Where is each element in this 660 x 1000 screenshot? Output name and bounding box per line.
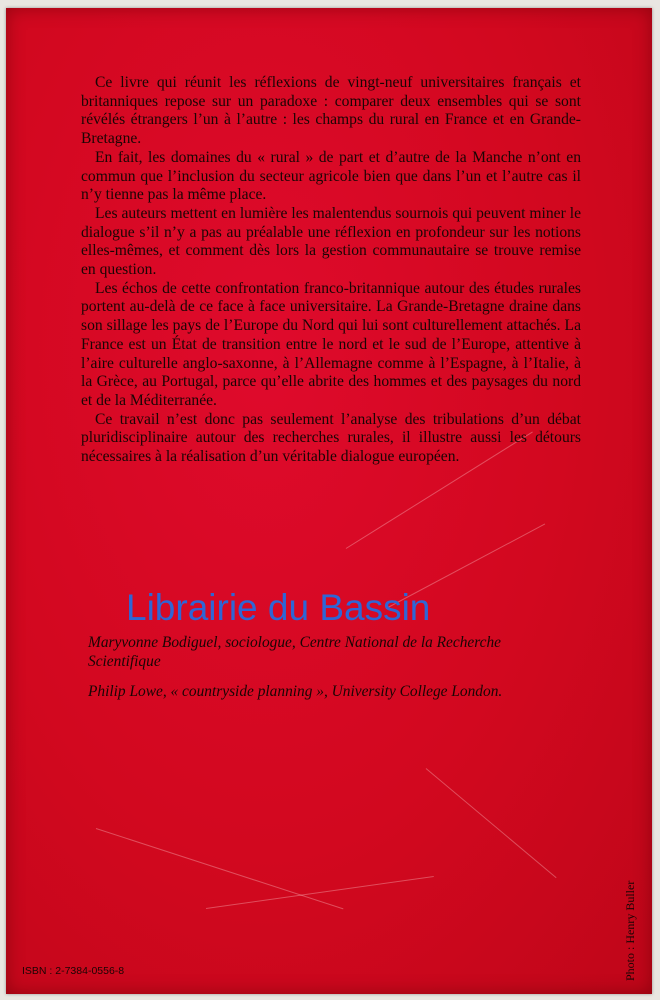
blurb-paragraph: Les auteurs mettent en lumière les malentendus sournois qui peuvent miner le dialogue s’il n’y a pas au préalable une réflexion en profondeur sur les notions elles-mêmes, et comment dès lors la gestion communautaire se trouve remise en question. — [81, 204, 581, 279]
cover-scratch — [96, 828, 344, 909]
bookstore-watermark: Librairie du Bassin — [126, 587, 431, 628]
blurb-paragraph: Ce travail n’est donc pas seulement l’analyse des tribulations d’un débat pluridisciplinaire autour des recherches rurales, il illustre aussi les détours nécessaires à la réalisation d’un véritable dialogue européen. — [81, 410, 581, 466]
book-back-cover — [6, 8, 652, 994]
isbn-label: ISBN : 2-7384-0556-8 — [22, 965, 125, 977]
blurb-paragraph: En fait, les domaines du « rural » de part et d’autre de la Manche n’ont en commun que l’inclusion du secteur agricole bien que dans l’un et l’autre cas il n’y tienne pas la même place. — [81, 148, 581, 204]
photo-credit: Photo : Henry Buller — [623, 880, 637, 981]
author-credit-lowe: Philip Lowe, « countryside planning », University College London. — [88, 683, 503, 700]
blurb-paragraph: Les échos de cette confrontation franco-britannique autour des études rurales portent au-delà de ce face à face universitaire. La Grande-Bretagne draine dans son sillage les pays de l’Europe du Nord qui lui sont culturellement attachés. La France est un État de transition entre le nord et le sud de l’Europe, attentive à l’aire culturelle anglo-saxonne, à l’Allemagne comme à l’Espagne, à l’Italie, à la Grèce, au Portugal, parce qu’elle abrite des hommes et des paysages du nord et de la Méditerranée. — [81, 279, 581, 409]
blurb-paragraph: Ce livre qui réunit les réflexions de vingt-neuf universitaires français et britanniques repose sur un paradoxe : comparer deux ensembles qui se sont révélés étrangers l’un à l’autre : les champs du rural en France et en Grande-Bretagne. — [81, 74, 581, 148]
author-credit-bodiguel: Maryvonne Bodiguel, sociologue, Centre National de la Recherche Scientifique — [88, 634, 502, 670]
back-cover-blurb — [81, 74, 581, 467]
cover-scratch — [206, 876, 434, 909]
cover-scratch — [426, 768, 557, 878]
